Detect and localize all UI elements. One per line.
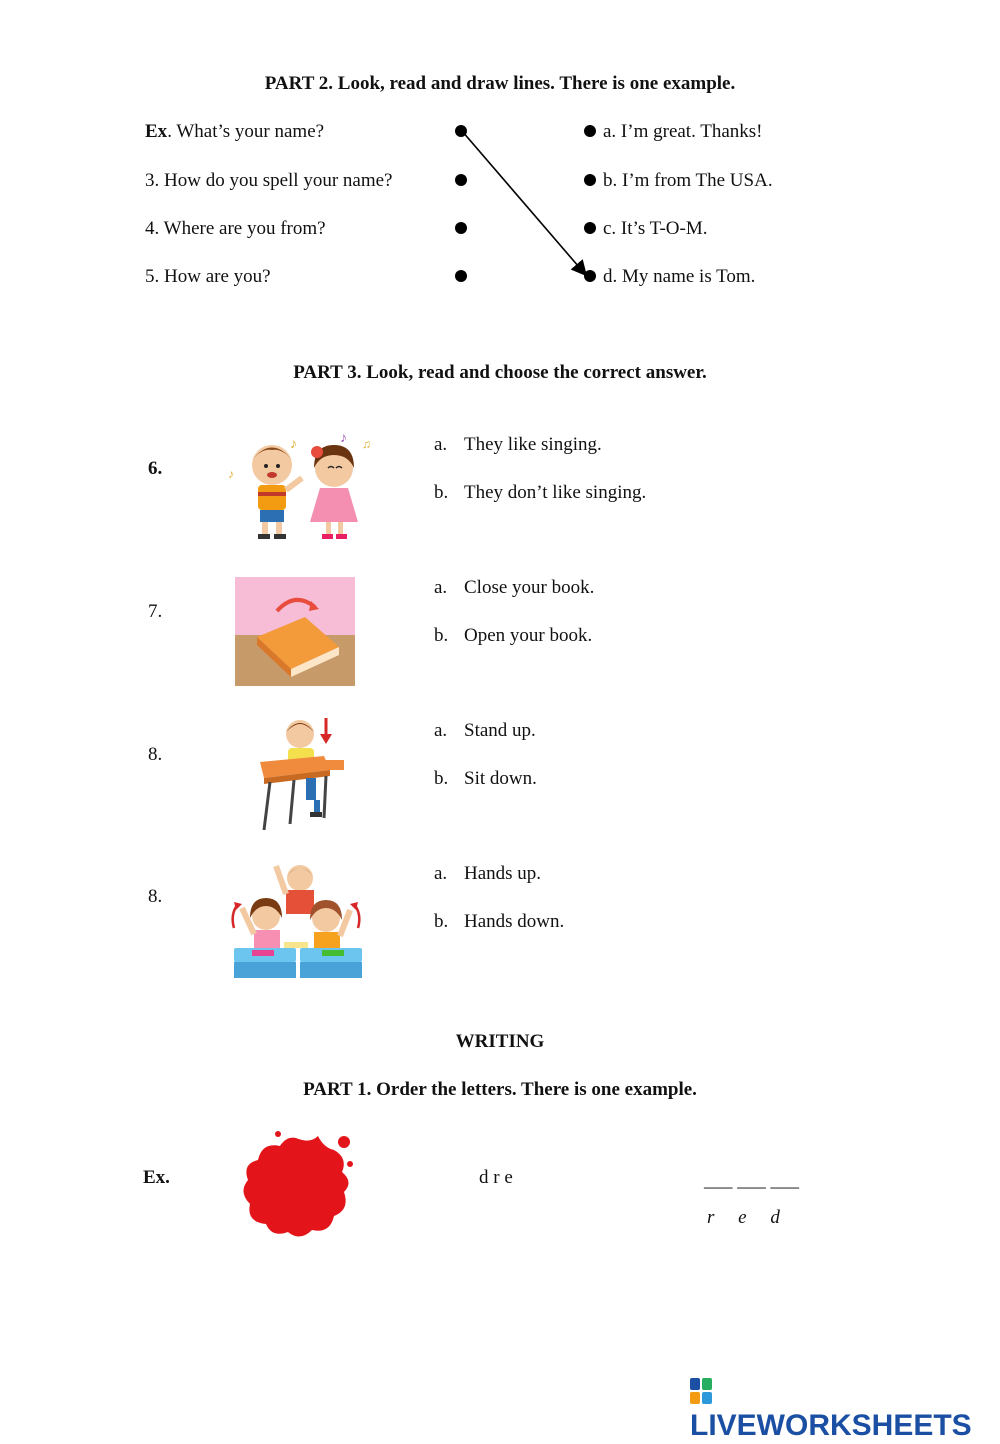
option-b-7[interactable] <box>434 625 592 647</box>
option-text: Hands down. <box>464 911 565 932</box>
question-text: . What’s your name? <box>167 121 325 142</box>
item-number-7: 7. <box>148 601 163 622</box>
option-a-6[interactable] <box>434 434 602 456</box>
option-text: They don’t like singing. <box>464 482 647 503</box>
option-letter: b. <box>434 911 449 932</box>
option-a-8b[interactable] <box>434 863 541 885</box>
option-letter: a. <box>434 434 448 455</box>
option-a-7[interactable] <box>434 577 594 599</box>
logo-text: LIVEWORKSHEETS <box>690 1409 972 1442</box>
question-3: 3. How do you spell your name? <box>145 170 393 191</box>
option-text: They like singing. <box>464 434 602 455</box>
boy-at-desk-picture <box>250 712 350 834</box>
example-link-line <box>0 0 1000 320</box>
scrambled-letters: d r e <box>479 1167 513 1188</box>
option-letter: b. <box>434 625 449 646</box>
option-text: Hands up. <box>464 863 542 884</box>
option-text: Sit down. <box>464 768 537 789</box>
svg-text:♫: ♫ <box>362 437 371 451</box>
question-4: 4. Where are you from? <box>145 218 326 239</box>
answer-blanks[interactable]: ___ ___ ___ <box>704 1170 799 1191</box>
option-letter: b. <box>434 482 449 503</box>
option-text: Open your book. <box>464 625 593 646</box>
answer-b: b. I’m from The USA. <box>603 170 773 191</box>
option-b-6[interactable] <box>434 482 646 504</box>
option-text: Stand up. <box>464 720 536 741</box>
svg-text:♪: ♪ <box>228 467 234 481</box>
svg-text:♪: ♪ <box>290 437 297 452</box>
question-prefix: Ex <box>145 121 168 142</box>
liveworksheets-logo <box>690 1372 990 1442</box>
part3-heading: PART 3. Look, read and choose the correct answer. <box>293 362 707 383</box>
answer-d: d. My name is Tom. <box>603 266 756 287</box>
children-hands-up-picture <box>228 858 366 980</box>
part2-heading: PART 2. Look, read and draw lines. There is one example. <box>264 73 736 94</box>
option-letter: a. <box>434 577 448 598</box>
question-5: 5. How are you? <box>145 266 271 287</box>
option-letter: b. <box>434 768 449 789</box>
option-b-8[interactable] <box>434 768 537 790</box>
option-b-8b[interactable] <box>434 911 564 933</box>
logo-mark-icon <box>690 1378 712 1404</box>
item-number-6: 6. <box>148 458 163 479</box>
item-number-8: 8. <box>148 744 163 765</box>
option-letter: a. <box>434 863 448 884</box>
item-number-8b: 8. <box>148 886 163 907</box>
answer-a: a. I’m great. Thanks! <box>603 121 763 142</box>
writing-example-label: Ex. <box>143 1167 170 1188</box>
answer-c: c. It’s T-O-M. <box>603 218 708 239</box>
book-picture <box>235 577 355 686</box>
kids-singing-picture <box>222 430 377 542</box>
option-a-8[interactable] <box>434 720 536 742</box>
option-text: Close your book. <box>464 577 595 598</box>
option-letter: a. <box>434 720 448 741</box>
example-answer: r e d <box>707 1207 780 1228</box>
writing-title: WRITING <box>455 1031 545 1052</box>
red-paint-splash-picture <box>238 1130 354 1242</box>
svg-text:♪: ♪ <box>340 431 347 446</box>
writing-part1-heading: PART 1. Order the letters. There is one example. <box>303 1079 697 1100</box>
